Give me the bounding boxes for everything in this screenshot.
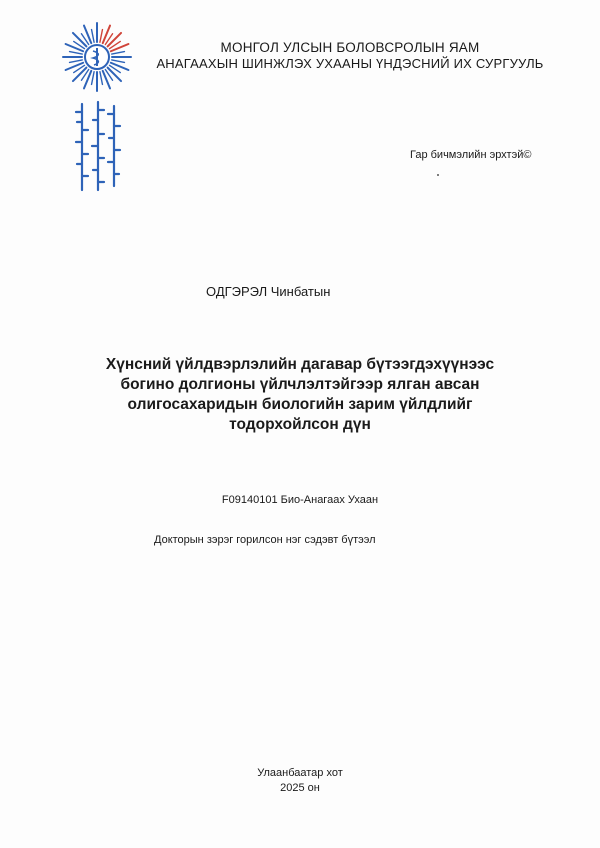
place-and-year bbox=[0, 766, 600, 796]
copyright-notice: Гар бичмэлийн эрхтэй© bbox=[410, 149, 532, 161]
specialty-code: F09140101 Био-Анагаах Ухаан bbox=[221, 494, 379, 506]
year: 2025 он bbox=[280, 782, 320, 794]
emblem-ray bbox=[103, 26, 110, 44]
emblem-ray bbox=[84, 26, 91, 44]
title-line: тодорхойлсон дүн bbox=[229, 416, 371, 433]
emblem-ray bbox=[70, 52, 83, 55]
emblem-ray bbox=[108, 68, 121, 81]
emblem-ray bbox=[108, 33, 121, 46]
emblem-ray bbox=[112, 60, 125, 63]
emblem-ray bbox=[111, 63, 129, 70]
ministry-header bbox=[140, 40, 560, 72]
emblem-ray bbox=[66, 44, 84, 51]
ministry-name: МОНГОЛ УЛСЫН БОЛОВСРОЛЫН ЯАМ bbox=[220, 40, 480, 55]
author-name: ОДГЭРЭЛ Чинбатын bbox=[206, 284, 331, 299]
emblem-ray bbox=[92, 72, 95, 85]
emblem-ray bbox=[103, 71, 110, 89]
thesis-title bbox=[60, 355, 540, 435]
title-line: богино долгионы үйлчлэлтэйгээр ялган авсан bbox=[120, 376, 480, 393]
city: Улаанбаатар хот bbox=[257, 767, 343, 779]
university-name: АНАГААХЫН ШИНЖЛЭХ УХААНЫ ҮНДЭСНИЙ ИХ СУРГУУЛЬ bbox=[156, 56, 544, 71]
emblem-ray bbox=[73, 68, 86, 81]
emblem-ray bbox=[84, 71, 91, 89]
emblem-ray bbox=[70, 60, 83, 63]
university-emblem-icon bbox=[62, 22, 132, 92]
title-line: олигосахаридын биологийн зарим үйлдлийг bbox=[127, 396, 473, 413]
emblem-ray bbox=[73, 33, 86, 46]
emblem-ray bbox=[100, 30, 103, 43]
emblem-ray bbox=[100, 72, 103, 85]
emblem-ray bbox=[92, 30, 95, 43]
degree-description: Докторын зэрэг горилсон нэг сэдэвт бүтээл bbox=[154, 534, 376, 546]
mark-dot bbox=[437, 174, 439, 176]
mongolian-script-seal bbox=[68, 100, 128, 195]
title-line: Хүнсний үйлдвэрлэлийн дагавар бүтээгдэхүүнээс bbox=[105, 356, 495, 373]
emblem-ray bbox=[112, 52, 125, 55]
emblem-ray bbox=[66, 63, 84, 70]
emblem-ray bbox=[111, 44, 129, 51]
